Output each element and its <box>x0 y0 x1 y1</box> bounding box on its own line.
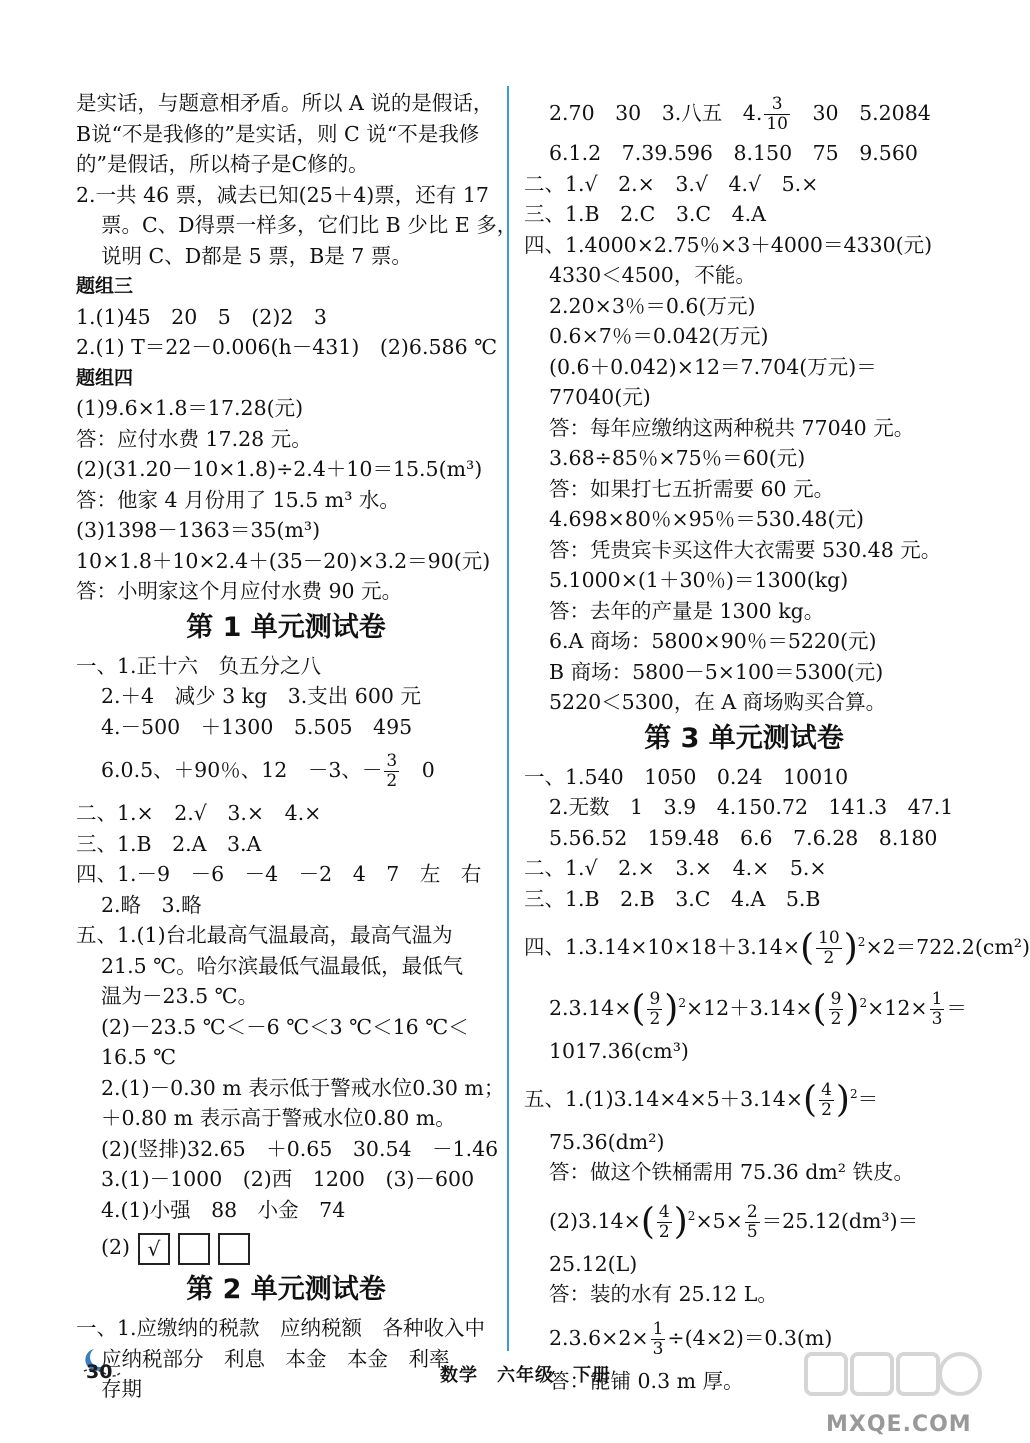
text-line <box>76 1225 496 1269</box>
text-line: B说“不是我修的”是实话，则 C 说“不是我修 <box>76 121 480 146</box>
fraction-numerator: 1 <box>652 1318 664 1339</box>
text-line <box>524 975 967 1036</box>
group-heading: 题组四 <box>76 366 134 389</box>
group-heading: 题组三 <box>76 275 134 297</box>
text-line: 4.－500 ＋1300 5.505 495 <box>101 714 413 739</box>
text-span: (2) <box>101 1235 131 1259</box>
text-line: 三、1.B 2.A 3.A <box>76 831 262 856</box>
text-line: 说明 C、D都是 5 票，B是 7 票。 <box>101 243 412 268</box>
text-line <box>524 1066 964 1127</box>
text-line: 一、1.正十六 负五分之八 <box>76 653 322 678</box>
text-line: 2.＋4 减少 3 kg 3.支出 600 元 <box>101 684 421 708</box>
text-line: 四、1.4000×2.75％×3＋4000＝4330(元) <box>524 232 933 257</box>
fraction-numerator: 3 <box>764 95 790 115</box>
fraction-denominator: 3 <box>931 1008 943 1029</box>
text-span: ＝25.12(dm³)＝ <box>761 1208 919 1233</box>
text-line: 5220＜5300，在 A 商场购买合算。 <box>549 690 887 714</box>
text-line: 4.698×80％×95％＝530.48(元) <box>549 507 864 531</box>
paren: ( <box>800 927 815 969</box>
text-line: (2)(31.20－10×1.8)÷2.4＋10＝15.5(m³) <box>76 457 483 481</box>
paren: ) <box>835 1079 850 1121</box>
paren: ( <box>803 1079 818 1121</box>
text-line: 票。C、D得票一样多，它们比 B 少比 E 多， <box>101 213 518 237</box>
text-line: 21.5 ℃。哈尔滨最低气温最低，最低气 <box>101 953 464 978</box>
text-span: ×2＝722.2(cm²) <box>865 934 1030 959</box>
fraction-numerator: 1 <box>931 988 943 1009</box>
text-line: 答：小明家这个月应付水费 90 元。 <box>76 579 403 603</box>
fraction <box>764 95 790 134</box>
section-title: 第 3 单元测试卷 <box>644 722 844 754</box>
text-line: 答：能铺 0.3 m 厚。 <box>549 1368 744 1393</box>
text-span: ＝ <box>857 1086 879 1111</box>
text-line: 6.1.2 7.39.596 8.150 75 9.560 <box>549 141 918 165</box>
text-line: 四、1.－9 －6 －4 －2 4 7 左 右 <box>76 862 482 886</box>
page-number: 30 <box>86 1361 113 1383</box>
text-line: 五、1.(1)台北最高气温最高，最高气温为 <box>76 923 453 947</box>
fraction-denominator: 3 <box>652 1338 664 1359</box>
book-label: 数学 六年级 下册 <box>440 1365 611 1386</box>
fraction <box>745 1203 760 1242</box>
text-line <box>524 88 964 138</box>
text-line: 一、1.540 1050 0.24 10010 <box>524 764 849 789</box>
paren: ( <box>631 988 646 1030</box>
exponent: 2 <box>857 935 866 949</box>
text-line: 2.(1) T＝22－0.006(h－431) (2)6.586 ℃ <box>76 335 498 359</box>
watermark-text: MXQE.COM <box>826 1412 972 1437</box>
fraction-numerator: 9 <box>830 988 842 1009</box>
fraction <box>384 752 399 791</box>
fraction-numerator: 4 <box>821 1079 832 1100</box>
text-line: 0.6×7％＝0.042(万元) <box>549 324 769 348</box>
text-line: 4.(1)小强 88 小金 74 <box>101 1197 346 1222</box>
text-line: 二、1.√ 2.× 3.× 4.× 5.× <box>524 856 827 880</box>
paren: ( <box>812 988 827 1030</box>
text-line: 1.(1)45 20 5 (2)2 3 <box>76 304 327 329</box>
fraction <box>816 929 842 968</box>
text-line: 答：每年应缴纳这两种税共 77040 元。 <box>549 415 915 440</box>
text-line: 3.68÷85％×75％＝60(元) <box>549 446 806 470</box>
text-span: ×12＋3.14× <box>685 995 813 1020</box>
exponent: 2 <box>849 1087 858 1102</box>
paren: ) <box>664 988 679 1030</box>
fraction-denominator: 2 <box>830 1008 842 1029</box>
text-line: 10×1.8＋10×2.4＋(35－20)×3.2＝90(元) <box>76 548 491 573</box>
fraction-denominator: 10 <box>766 114 788 134</box>
text-line: 答：去年的产量是 1300 kg。 <box>549 598 825 623</box>
text-span: 2.3.14× <box>549 995 632 1020</box>
text-line: 二、1.√ 2.× 3.√ 4.√ 5.× <box>524 171 819 196</box>
fraction-numerator: 10 <box>818 927 840 948</box>
text-line: 2.20×3％＝0.6(万元) <box>549 293 756 318</box>
text-span: (2)3.14× <box>549 1208 641 1233</box>
text-span: 30 5.2084 <box>792 101 931 125</box>
text-line <box>524 914 1030 975</box>
text-span: ×12× <box>867 995 928 1020</box>
text-line: 答：应付水费 17.28 元。 <box>76 426 312 451</box>
fraction-numerator: 4 <box>658 1201 670 1222</box>
text-line: 三、1.B 2.B 3.C 4.A 5.B <box>524 886 821 911</box>
text-span: 四、1.3.14×10×18＋3.14× <box>524 934 801 959</box>
fraction-denominator: 5 <box>746 1221 758 1242</box>
text-line: 5.56.52 159.48 6.6 7.6.28 8.180 <box>549 825 938 850</box>
text-line: 2.(1)－0.30 m 表示低于警戒水位0.30 m； <box>101 1075 505 1100</box>
text-line <box>76 742 496 798</box>
paren: ) <box>845 988 860 1030</box>
fraction-denominator: 2 <box>649 1008 661 1029</box>
fraction-denominator: 2 <box>821 1099 832 1120</box>
text-line: 2.无数 1 3.9 4.150.72 141.3 47.1 <box>549 795 954 819</box>
exponent: 2 <box>678 995 686 1010</box>
right-column <box>524 88 1030 1396</box>
text-line: (2)(竖排)32.65 ＋0.65 30.54 －1.46 <box>101 1136 499 1161</box>
fraction-denominator: 2 <box>658 1221 670 1242</box>
text-line: 的”是假话，所以椅子是C修的。 <box>76 152 369 176</box>
text-line: 答：凭贵宾卡买这件大衣需要 530.48 元。 <box>549 537 942 562</box>
text-line: 一、1.应缴纳的税款 应纳税额 各种收入中 <box>76 1316 486 1340</box>
answer-box-empty <box>178 1233 210 1265</box>
answer-box-empty <box>218 1233 250 1265</box>
fraction <box>819 1081 834 1120</box>
text-line: 4330＜4500，不能。 <box>549 263 756 287</box>
text-line: 2.一共 46 票，减去已知(25＋4)票，还有 17 <box>76 182 489 207</box>
text-line: 二、1.× 2.√ 3.× 4.× <box>76 801 322 825</box>
text-line: 三、1.B 2.C 3.C 4.A <box>524 202 766 226</box>
text-span: 2.3.6×2× <box>549 1325 649 1350</box>
text-line <box>524 1188 964 1249</box>
paren: ( <box>640 1201 655 1243</box>
left-column <box>76 88 518 1405</box>
fraction-denominator: 2 <box>386 771 398 791</box>
text-line: 是实话，与题意相矛盾。所以 A 说的是假话， <box>76 91 494 115</box>
text-line: 77040(元) <box>549 385 651 409</box>
text-line: (2)－23.5 ℃＜－6 ℃＜3 ℃＜16 ℃＜ <box>101 1014 469 1039</box>
fraction <box>647 990 662 1029</box>
text-line: (1)9.6×1.8＝17.28(元) <box>76 396 304 420</box>
fraction-numerator: 2 <box>746 1201 758 1222</box>
text-line: 答：装的水有 25.12 L。 <box>549 1282 778 1307</box>
text-line: 6.A 商场：5800×90％＝5220(元) <box>549 629 877 653</box>
paren: ) <box>843 927 858 969</box>
section-title: 第 2 单元测试卷 <box>186 1274 386 1305</box>
text-span: ＝ <box>946 995 967 1020</box>
text-line: 16.5 ℃ <box>101 1045 177 1069</box>
exponent: 2 <box>687 1208 696 1223</box>
fraction-numerator: 3 <box>386 751 398 771</box>
fraction <box>930 990 945 1029</box>
text-line: (0.6＋0.042)×12＝7.704(万元)＝ <box>549 354 877 379</box>
text-line: ＋0.80 m 表示高于警戒水位0.80 m。 <box>101 1106 456 1130</box>
text-line: 温为－23.5 ℃。 <box>101 984 259 1008</box>
text-line: 1017.36(cm³) <box>549 1038 689 1063</box>
fraction <box>657 1203 672 1242</box>
text-line: B 商场：5800－5×100＝5300(元) <box>549 659 884 684</box>
text-line: 答：做这个铁桶需用 75.36 dm² 铁皮。 <box>549 1160 915 1185</box>
fraction-numerator: 9 <box>649 988 661 1009</box>
column-divider <box>507 86 509 1351</box>
text-span: ×5× <box>695 1208 743 1233</box>
text-line: 答：他家 4 月份用了 15.5 m³ 水。 <box>76 487 400 512</box>
paren: ) <box>673 1201 688 1243</box>
text-span: ÷(4×2)＝0.3(m) <box>667 1325 833 1350</box>
exponent: 2 <box>859 995 868 1010</box>
text-line: 应纳税部分 利息 本金 本金 利率 <box>101 1346 450 1371</box>
fraction <box>829 990 844 1029</box>
text-span: 五、1.(1)3.14×4×5＋3.14× <box>524 1086 804 1111</box>
text-line: 75.36(dm²) <box>549 1129 665 1154</box>
text-line: 存期 <box>101 1377 142 1401</box>
text-line: 25.12(L) <box>549 1251 638 1276</box>
section-title: 第 1 单元测试卷 <box>186 611 386 643</box>
text-span: 2.70 30 3.八五 4. <box>549 101 763 125</box>
text-line: 3.(1)－1000 (2)西 1200 (3)－600 <box>101 1167 475 1191</box>
text-line: 答：如果打七五折需要 60 元。 <box>549 476 835 501</box>
text-line: 5.1000×(1＋30％)＝1300(kg) <box>549 568 849 592</box>
text-line: 2.略 3.略 <box>101 892 202 917</box>
text-span: 0 <box>401 758 435 782</box>
answer-box-checked: √ <box>138 1233 170 1265</box>
text-line: (3)1398－1363＝35(m³) <box>76 518 321 542</box>
fraction-denominator: 2 <box>823 947 835 968</box>
text-span: 6.0.5、＋90％、12 －3、－ <box>101 758 383 782</box>
